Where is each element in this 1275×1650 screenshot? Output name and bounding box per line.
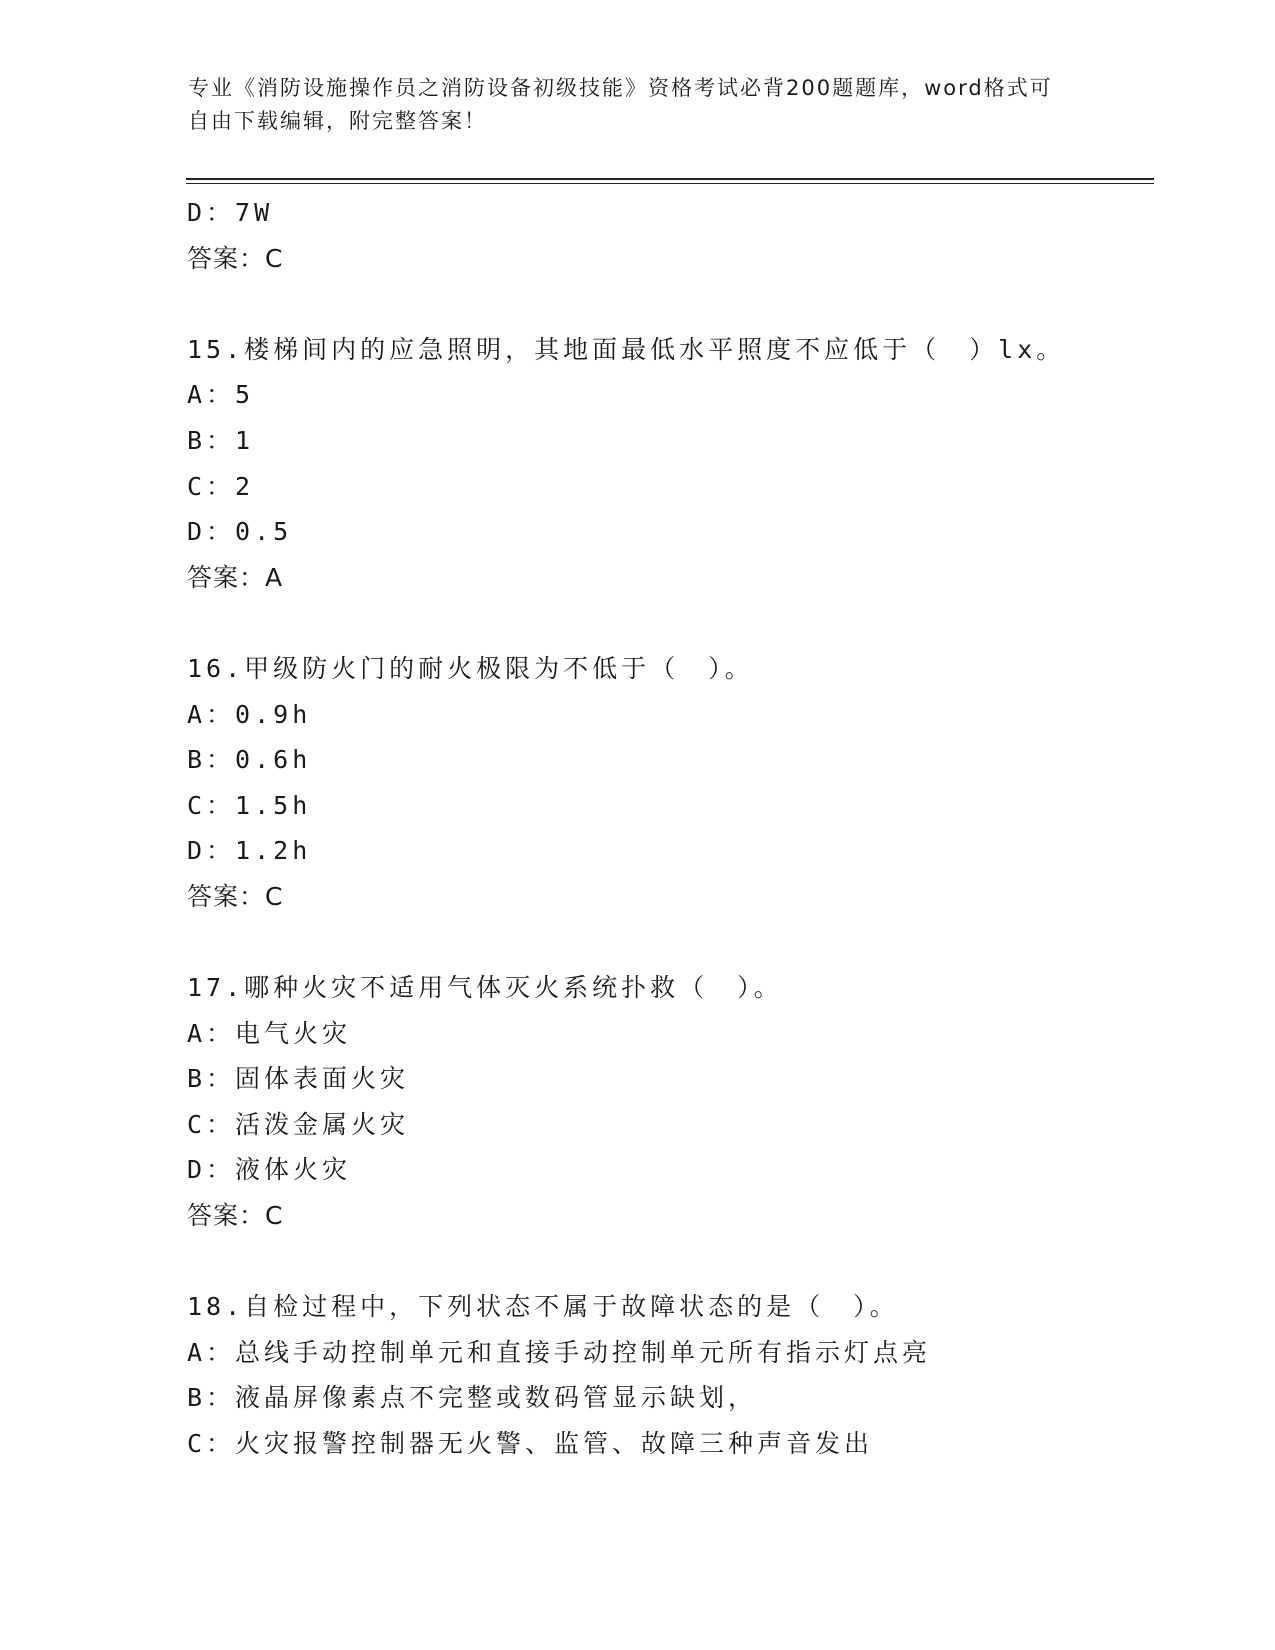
- header-rule-thin: [186, 183, 1154, 184]
- option-c: C：1.5h: [187, 790, 312, 820]
- option-d: D：液体火灾: [187, 1155, 352, 1185]
- option-b: B：液晶屏像素点不完整或数码管显示缺划，: [187, 1383, 758, 1413]
- answer: 答案：C: [187, 881, 284, 911]
- question-stem: 18.自检过程中，下列状态不属于故障状态的是（ ）。: [187, 1292, 899, 1322]
- option-c: C：火灾报警控制器无火警、监管、故障三种声音发出: [187, 1429, 874, 1459]
- page-header: 专业《消防设施操作员之消防设备初级技能》资格考试必背200题题库，word格式可自由下载编辑，附完整答案！: [188, 76, 1053, 133]
- question-stem: 17.哪种火灾不适用气体灭火系统扑救（ ）。: [187, 973, 783, 1003]
- option-a: A：总线手动控制单元和直接手动控制单元所有指示灯点亮: [187, 1337, 932, 1367]
- answer: 答案：C: [187, 1201, 284, 1231]
- option-d: D：1.2h: [187, 836, 312, 866]
- header-rule-thick: [186, 178, 1154, 180]
- spacer: [187, 281, 1147, 327]
- option-b: B：0.6h: [187, 745, 312, 775]
- option-c: C：2: [187, 471, 255, 501]
- spacer: [187, 1239, 1147, 1285]
- option-d: D：0.5: [187, 517, 293, 547]
- option-a: A：电气火灾: [187, 1018, 352, 1048]
- option-b: B：1: [187, 425, 255, 455]
- question-stem: 16.甲级防火门的耐火极限为不低于（ ）。: [187, 653, 754, 683]
- question-stem: 15.楼梯间内的应急照明，其地面最低水平照度不应低于（ ）lx。: [187, 334, 1066, 364]
- option-a: A：5: [187, 380, 255, 410]
- spacer: [187, 920, 1147, 966]
- option-c: C：活泼金属火灾: [187, 1109, 410, 1139]
- option-d: D：7W: [187, 198, 274, 227]
- question-content: [187, 190, 1147, 1467]
- answer: 答案：A: [187, 562, 284, 592]
- answer: 答案：C: [187, 243, 284, 273]
- option-b: B：固体表面火灾: [187, 1064, 410, 1094]
- spacer: [187, 600, 1147, 646]
- option-a: A：0.9h: [187, 699, 312, 729]
